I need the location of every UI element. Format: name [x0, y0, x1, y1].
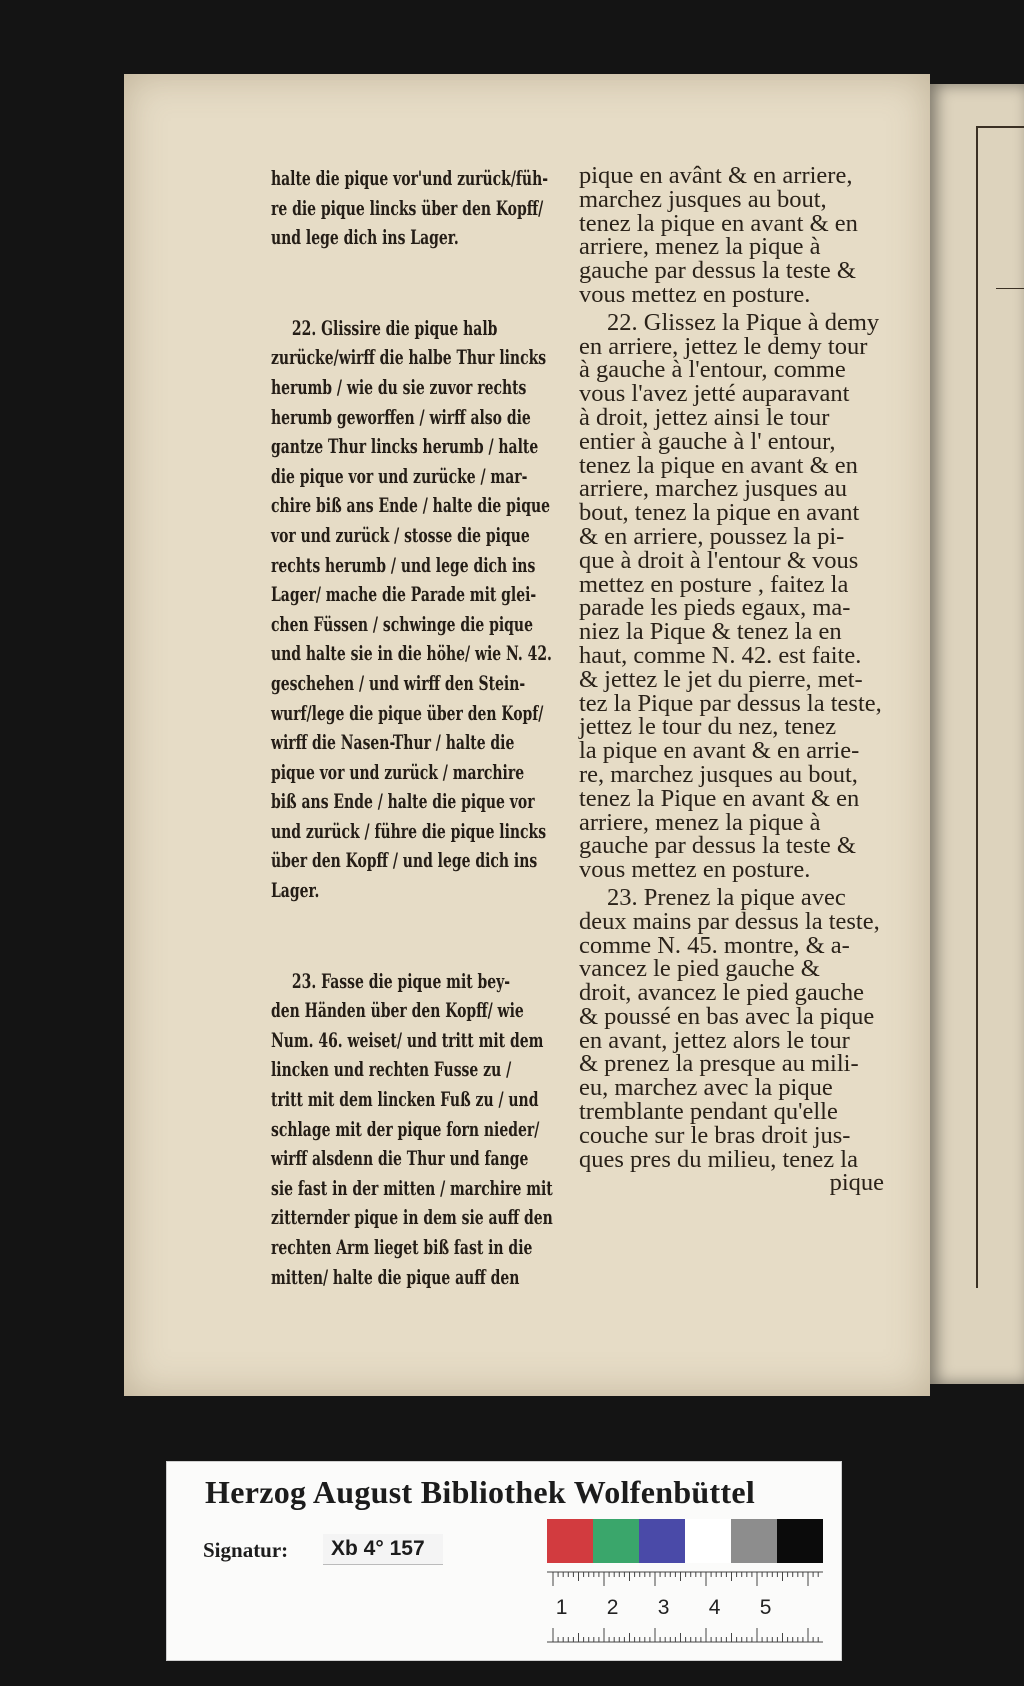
text-line: deux mains par dessus la teste, [579, 907, 880, 935]
text-line: parade les pieds egaux, ma- [579, 594, 851, 622]
text-line: bout, tenez la pique en avant [579, 499, 860, 527]
text-line: vous l'avez jetté auparavant [579, 380, 850, 408]
library-name: Herzog August Bibliothek Wolfenbüttel [205, 1474, 756, 1510]
text-line: jettez le tour du nez, tenez [579, 713, 837, 741]
text-line: biß ans Ende / halte die pique vor [271, 789, 535, 814]
text-line: und halte sie in die höhe/ wie N. 42. [271, 641, 552, 666]
text-line: tenez la Pique en avant & en [579, 784, 860, 812]
text-line: pique vor und zurück / marchire [271, 759, 525, 784]
text-line: re die pique lincks über den Kopff/ [271, 195, 544, 220]
text-line: gantze Thur lincks herumb / halte [271, 434, 539, 459]
text-line: tez la Pique par dessus la teste, [579, 689, 882, 717]
text-line: 23. Prenez la pique avec [607, 883, 846, 911]
ruler-graphic [547, 1566, 823, 1648]
catchword: pique [829, 1169, 884, 1197]
text-line: eu, marchez avec la pique [579, 1074, 833, 1102]
text-line: tenez la pique en avant & en [579, 209, 858, 237]
scale-ruler [547, 1566, 823, 1648]
ruler-number: 3 [657, 1596, 670, 1619]
signatur-value: Xb 4° 157 [323, 1534, 443, 1565]
ruler-number: 5 [759, 1596, 772, 1619]
text-line: mettez en posture , faitez la [579, 570, 849, 598]
text-line: geschehen / und wirff den Stein- [271, 670, 526, 695]
text-line: tritt mit dem lincken Fuß zu / und [271, 1087, 539, 1112]
text-line: 22. Glissez la Pique à demy [607, 308, 880, 336]
text-line: den Händen über den Kopff/ wie [271, 998, 524, 1023]
color-swatch [547, 1519, 593, 1563]
text-line: wirff alsdenn die Thur und fange [271, 1146, 529, 1171]
text-line: gauche par dessus la teste & [579, 832, 856, 860]
text-line: chen Füssen / schwinge die pique [271, 611, 533, 636]
text-line: pique en avânt & en arriere, [579, 162, 853, 189]
color-swatch [777, 1519, 823, 1563]
text-line: lincken und rechten Fusse zu / [271, 1057, 512, 1082]
text-line: Lager/ mache die Parade mit glei- [271, 582, 537, 607]
engraving-plate-edge [976, 126, 1024, 1288]
text-line: herumb / wie du sie zuvor rechts [271, 374, 527, 399]
text-line: und lege dich ins Lager. [271, 225, 459, 250]
text-line: à droit, jettez ainsi le tour [579, 403, 830, 431]
text-line: & en arriere, poussez la pi- [579, 522, 845, 550]
text-line: zitternder pique in dem sie auff den [271, 1205, 553, 1230]
ruler-number: 4 [708, 1596, 721, 1619]
text-line: la pique en avant & en arrie- [579, 737, 860, 765]
text-line: chire biß ans Ende / halte die pique [271, 493, 550, 518]
text-line: comme N. 45. montre, & a- [579, 931, 850, 959]
text-line: arriere, menez la pique à [579, 808, 821, 836]
color-calibration-strip [547, 1519, 823, 1563]
text-line: herumb geworffen / wirff also die [271, 404, 531, 429]
text-line: droit, avancez le pied gauche [579, 979, 865, 1007]
text-line: schlage mit der pique forn nieder/ [271, 1116, 540, 1141]
library-label [166, 1461, 842, 1661]
text-line: niez la Pique & tenez la en [579, 618, 842, 646]
text-line: haut, comme N. 42. est faite. [579, 641, 862, 669]
text-line: gauche par dessus la teste & [579, 257, 856, 285]
text-line: à gauche à l'entour, comme [579, 356, 846, 384]
color-swatch [731, 1519, 777, 1563]
text-line: wurf/lege die pique über den Kopf/ [271, 700, 544, 725]
color-swatch [593, 1519, 639, 1563]
text-line: & poussé en bas avec la pique [579, 1002, 875, 1030]
text-line: mitten/ halte die pique auff den [271, 1264, 520, 1289]
text-line: vancez le pied gauche & [579, 955, 820, 983]
text-line: rechts herumb / und lege dich ins [271, 552, 536, 577]
french-text-column [579, 164, 924, 1195]
text-line: 22. Glissire die pique halb [291, 315, 498, 340]
adjacent-page-edge [930, 84, 1024, 1384]
text-line: 23. Fasse die pique mit bey- [291, 968, 511, 993]
text-line: Num. 46. weiset/ und tritt mit dem [271, 1027, 544, 1052]
text-line: tremblante pendant qu'elle [579, 1098, 838, 1126]
text-line: arriere, menez la pique à [579, 233, 821, 261]
text-line: marchez jusques au bout, [579, 185, 827, 213]
text-line: couche sur le bras droit jus- [579, 1121, 851, 1149]
signatur-label: Signatur: [203, 1538, 289, 1562]
color-swatch [639, 1519, 685, 1563]
text-line: rechten Arm lieget biß fast in die [271, 1235, 533, 1259]
text-line: und zurück / führe die pique lincks [271, 818, 547, 843]
text-line: tenez la pique en avant & en [579, 451, 858, 479]
text-line: que à droit à l'entour & vous [579, 546, 859, 574]
text-line: arriere, marchez jusques au [579, 475, 847, 503]
text-line: re, marchez jusques au bout, [579, 760, 858, 788]
text-line: & jettez le jet du pierre, met- [579, 665, 863, 693]
color-swatch [685, 1519, 731, 1563]
text-line: sie fast in der mitten / marchire mit [271, 1175, 553, 1200]
text-line: Lager. [271, 878, 320, 903]
text-line: & prenez la presque au mili- [579, 1050, 859, 1078]
text-line: über den Kopff / und lege dich ins [271, 848, 538, 873]
text-line: zurücke/wirff die halbe Thur lincks [271, 345, 547, 370]
text-line: ques pres du milieu, tenez la [579, 1145, 858, 1173]
text-line: vous mettez en posture. [579, 280, 811, 308]
text-line: halte die pique vor'und zurück/füh- [271, 166, 549, 190]
text-line: en arriere, jettez le demy tour [579, 332, 868, 360]
text-line: die pique vor und zurücke / mar- [271, 463, 528, 488]
ruler-number: 2 [606, 1596, 619, 1619]
text-line: wirff die Nasen-Thur / halte die [271, 730, 515, 755]
text-line: en avant, jettez alors le tour [579, 1026, 850, 1054]
text-line: vous mettez en posture. [579, 856, 811, 884]
text-line: entier à gauche à l' entour, [579, 427, 836, 455]
text-line: vor und zurück / stosse die pique [271, 522, 530, 547]
book-page [124, 74, 930, 1396]
ruler-number: 1 [555, 1596, 568, 1619]
